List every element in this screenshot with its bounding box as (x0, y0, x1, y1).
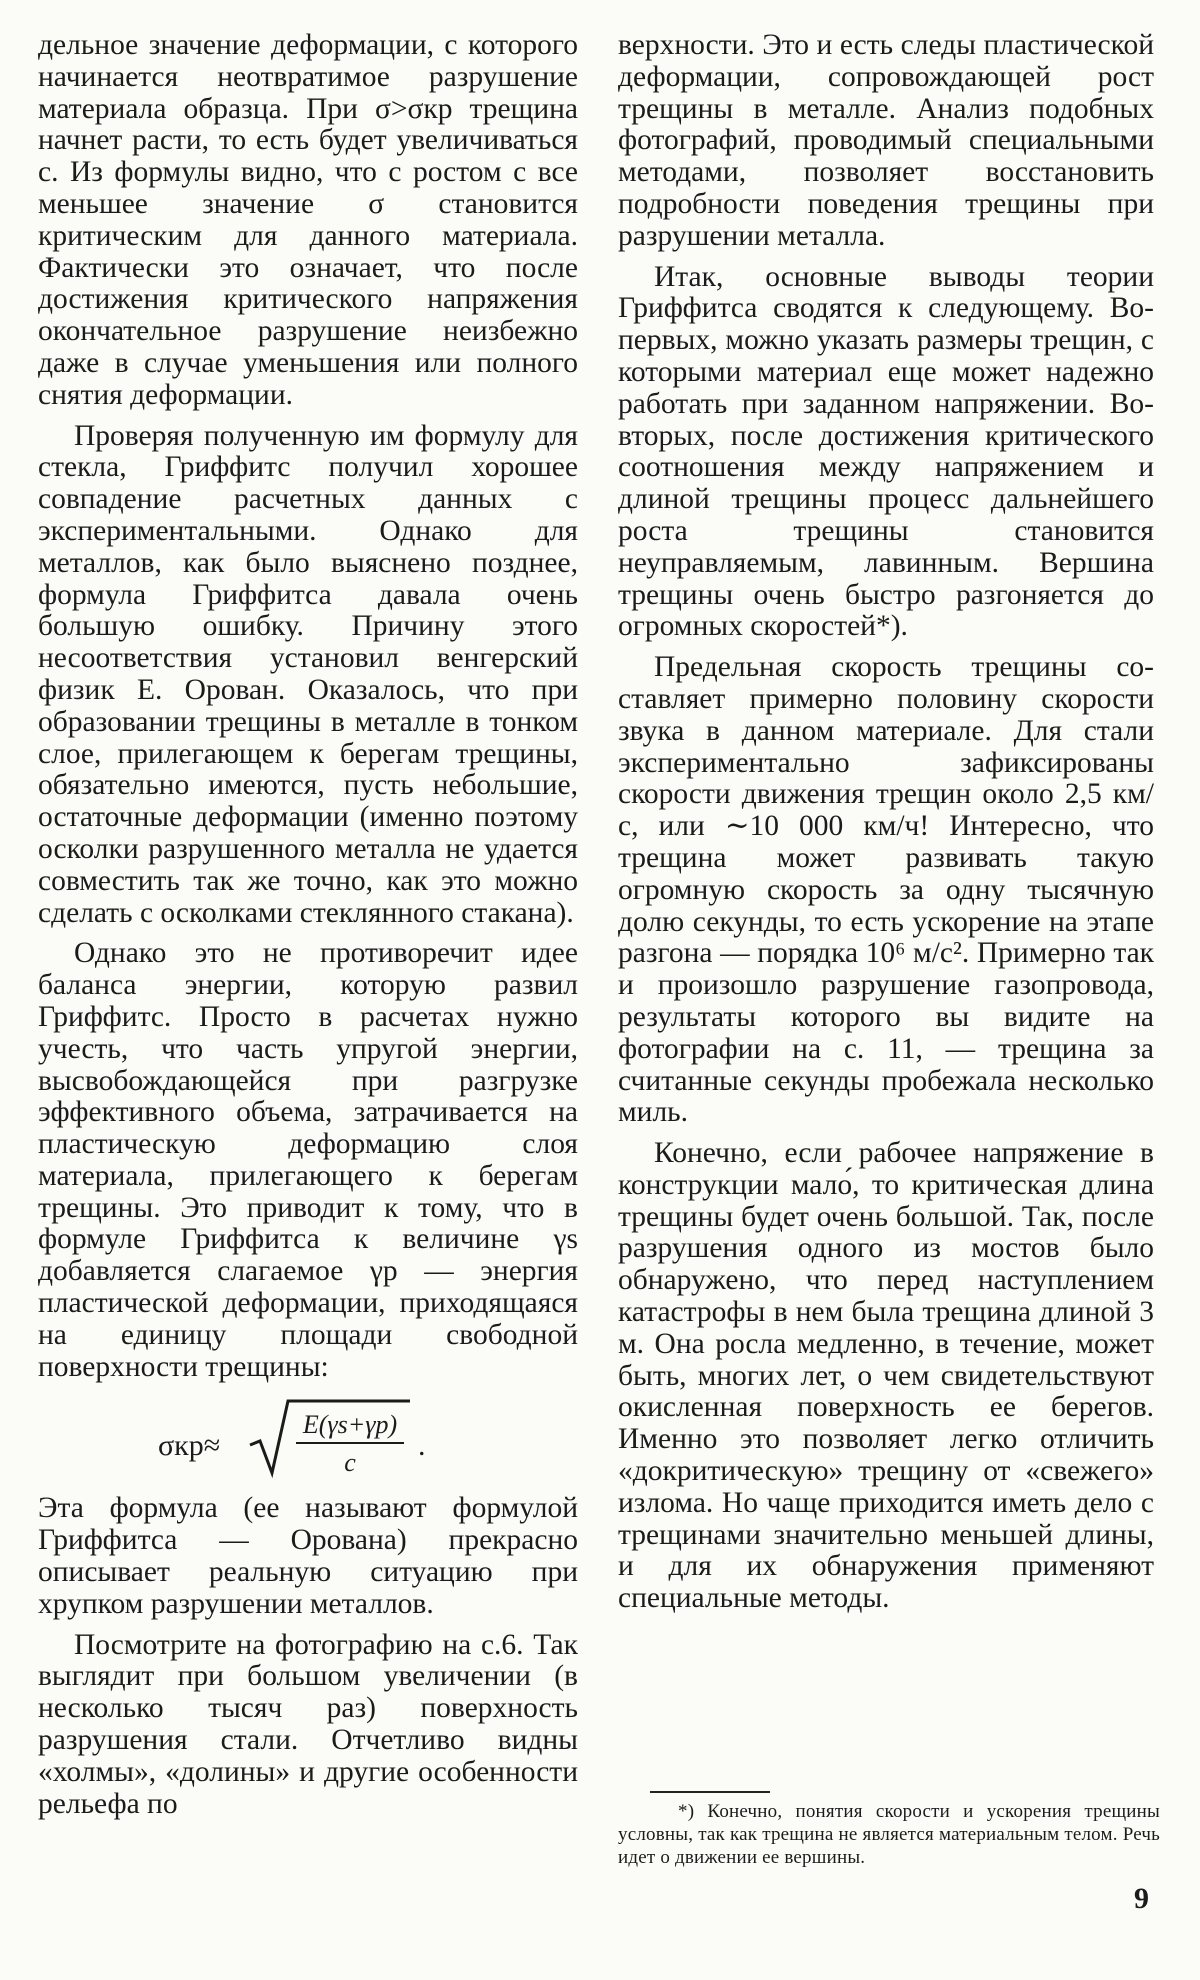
paragraph: Однако это не противоречит идее баланса энергии, которую развил Гриффитс. Просто в расчетах нужно учесть, что часть упругой энергии, высвобождающейся при разгрузке эффективного объема, затрачивается на пластическую деформацию слоя материала, прилегающего к берегам трещины. Это приводит к тому, что в формуле Гриффитса к величине γs добавляется слагаемое γp — энергия пластической деформации, приходящаяся на единицу площади свободной поверхности трещины: (38, 937, 578, 1383)
paragraph: Проверяя полученную им формулу для стекла, Гриффитс получил хорошее совпадение расчетных данных с экспериментальными. Однако для металлов, как было выяснено позднее, формула Гриффитса давала очень большую ошибку. Причину этого несоответствия установил венгерский физик Е. Орован. Оказалось, что при образовании трещины в металле в тонком слое, прилегающем к берегам трещины, обязательно имеются, пусть небольшие, остаточные деформации (именно поэтому осколки разрушенного металла не удается совместить так же точно, как это можно сделать с осколками стеклянного стакана). (38, 419, 578, 929)
griffith-orowan-formula (38, 1393, 578, 1485)
paragraph: Конечно, если рабочее напряжение в конструкции мало́, то критическая длина трещины будет очень большой. Так, после разрушения одного из мостов было обнаружено, что перед наступлением катастрофы в нем была трещина длиной 3 м. Она росла медленно, в течение, может быть, многих лет, о чем свидетельствуют окисленная поверхность ее берегов. Именно это позволяет легко отличить «докритическую» трещину от «свежего» излома. Но чаще приходится иметь дело с трещинами значительно меньшей длины, и для их обнаружения применяют специальные методы. (618, 1137, 1154, 1615)
formula-lhs: σкр≈ (158, 1429, 221, 1463)
formula-denominator: c (344, 1448, 356, 1478)
paragraph: Предельная скорость трещины составляет примерно половину скорости звука в данном материале. Для стали экспериментально зафиксированы скорости движения трещин около 2,5 км/с, или ∼10 000 км/ч! Интересно, что трещина может развивать такую огромную скорость за одну тысячную долю секунды, то есть ускорение на этапе разгона — порядка 10⁶ м/с². Примерно так и произошло разрушение газопровода, результаты которого вы видите на фотографии на с. 11, — трещина за считанные секунды пробежала несколько миль. (618, 651, 1154, 1129)
footnote: *) Конечно, понятия скорости и ускорения трещины условны, так как трещина не является материальным телом. Речь идет о движении ее вершины. (618, 1801, 1160, 1868)
paragraph: верхности. Это и есть следы пластической деформации, сопровождающей рост трещины в металле. Анализ подобных фотографий, проводимый специальными методами, позволяет восстановить подробности поведения трещины при разрушении металла. (618, 29, 1154, 252)
paragraph: дельное значение деформации, с которого начинается неотвратимое разрушение материала образца. При σ>σкр трещина начнет расти, то есть будет увеличиваться c. Из формулы видно, что с ростом c все меньшее значение σ становится критическим для данного материала. Фактически это означает, что после достижения критического напряжения окончательное разрушение неизбежно даже в случае уменьшения или полного снятия деформации. (38, 29, 578, 411)
page-number: 9 (1134, 1882, 1149, 1915)
paragraph: Посмотрите на фотографию на с.6. Так выглядит при большом увеличении (в несколько тысяч раз) поверхность разрушения стали. Отчетливо видны «холмы», «долины» и другие особенности рельефа по (38, 1628, 578, 1820)
right-column (618, 30, 1154, 1624)
formula-svg (138, 1393, 478, 1485)
paragraph: Эта формула (ее называют формулой Гриффитса — Орована) прекрасно описывает реальную ситуацию при хрупком разрушении металлов. (38, 1492, 578, 1620)
formula-numerator: E(γs+γp) (302, 1410, 398, 1440)
footnote-divider (650, 1791, 770, 1793)
left-column (38, 30, 578, 1829)
formula-end: . (418, 1429, 426, 1463)
paragraph: Итак, основные выводы теории Гриффитса сводятся к следующему. Во-первых, можно указать размеры трещин, с которыми материал еще может надежно работать при заданном напряжении. Во-вторых, после достижения критического соотношения между напряжением и длиной трещины процесс дальнейшего роста трещины становится неуправляемым, лавинным. Вершина трещины очень быстро разгоняется до огромных скоростей*). (618, 260, 1154, 643)
